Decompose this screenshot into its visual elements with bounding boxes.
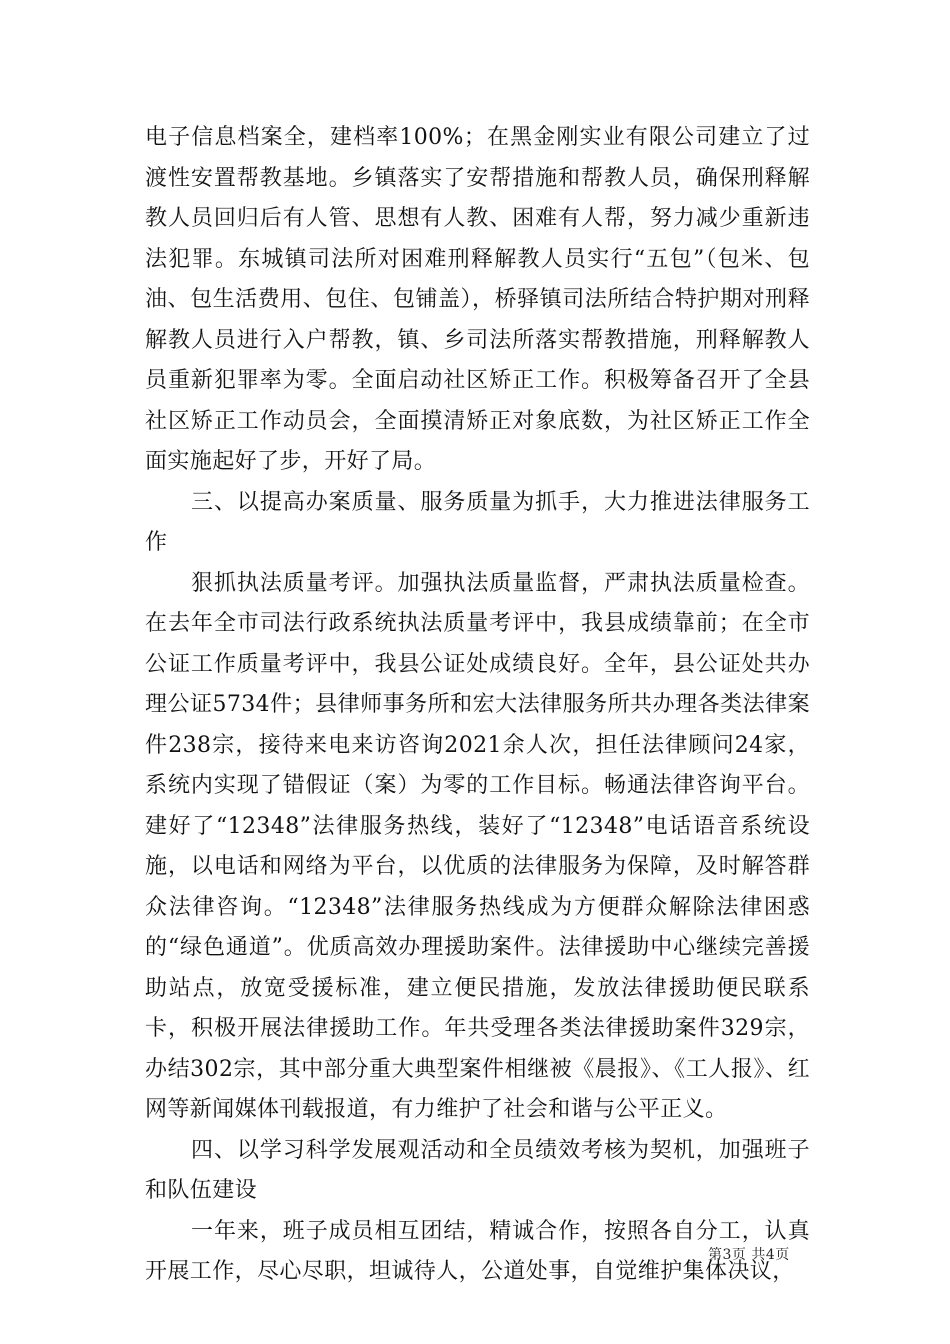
- page-number-footer: 第3页 共4页: [708, 1247, 790, 1263]
- paragraph-legal-services: 狠抓执法质量考评。加强执法质量监督，严肃执法质量检查。在去年全市司法行政系统执法质量考评中，我县成绩靠前；在全市公证工作质量考评中，我县公证处成绩良好。全年，县公证处共办理公证5734件；县律师事务所和宏大法律服务所共办理各类法律案件238宗，接待来电来访咨询2021余人次，担任法律顾问24家，系统内实现了错假证（案）为零的工作目标。畅通法律咨询平台。建好了“12348”法律服务热线，装好了“12348”电话语音系统设施，以电话和网络为平台，以优质的法律服务为保障，及时解答群众法律咨询。“12348”法律服务热线成为方便群众解除法律困惑的“绿色通道”。优质高效办理援助案件。法律援助中心继续完善援助站点，放宽受援标准，建立便民措施，发放法律援助便民联系卡，积极开展法律援助工作。年共受理各类法律援助案件329宗，办结302宗，其中部分重大典型案件相继被《晨报》、《工人报》、红网等新闻媒体刊载报道，有力维护了社会和谐与公平正义。: [145, 570, 810, 1122]
- section-heading-3: 三、以提高办案质量、服务质量为抓手，大力推进法律服务工作: [145, 489, 810, 555]
- paragraph-continuation: 电子信息档案全，建档率100%；在黑金刚实业有限公司建立了过渡性安置帮教基地。乡镇落实了安帮措施和帮教人员，确保刑释解教人员回归后有人管、思想有人教、困难有人帮，努力减少重新违法犯罪。东城镇司法所对困难刑释解教人员实行“五包”（包米、包油、包生活费用、包住、包铺盖），桥驿镇司法所结合特护期对刑释解教人员进行入户帮教，镇、乡司法所落实帮教措施，刑释解教人员重新犯罪率为零。全面启动社区矫正工作。积极筹备召开了全县社区矫正工作动员会，全面摸清矫正对象底数，为社区矫正工作全面实施起好了步，开好了局。: [145, 125, 810, 474]
- paragraph-team-building: 一年来，班子成员相互团结，精诚合作，按照各自分工，认真开展工作，尽心尽职，坦诚待人，公道处事，自觉维护集体决议，: [145, 1218, 810, 1284]
- section-heading-4: 四、以学习科学发展观活动和全员绩效考核为契机，加强班子和队伍建设: [145, 1137, 810, 1203]
- document-body: [145, 118, 810, 1293]
